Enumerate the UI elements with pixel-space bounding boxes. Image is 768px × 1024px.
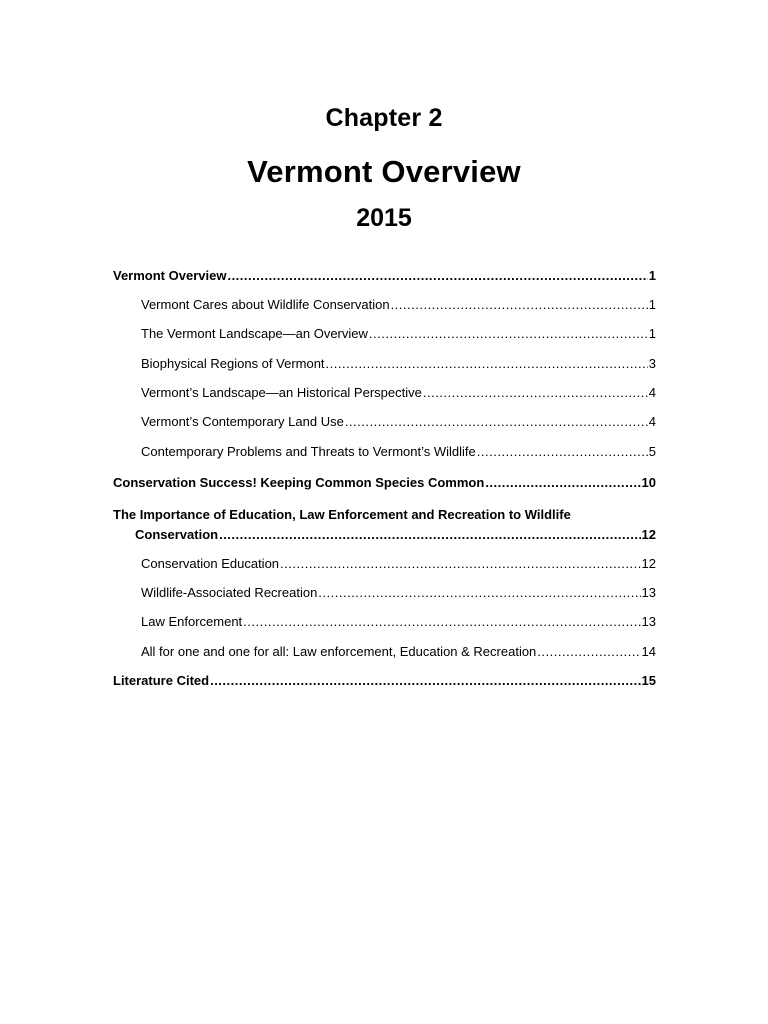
toc-entry-title: Conservation Success! Keeping Common Species Common [113, 475, 485, 490]
toc-page-number: 12 [641, 556, 656, 571]
toc-dot-leader [219, 525, 640, 545]
toc-entry-title: Biophysical Regions of Vermont [141, 356, 325, 371]
toc-entry-title-line1: The Importance of Education, Law Enforcement and Recreation to Wildlife [113, 507, 571, 522]
toc-dot-leader [477, 442, 648, 462]
toc-entry-title-line2: Conservation [135, 527, 219, 542]
toc-entry-title: Law Enforcement [141, 614, 243, 629]
toc-entry-historical-perspective[interactable] [141, 383, 656, 403]
toc-page-number: 14 [641, 644, 656, 659]
toc-dot-leader [326, 354, 648, 374]
table-of-contents [113, 266, 656, 691]
toc-entry-title: All for one and one for all: Law enforcement, Education & Recreation [141, 644, 537, 659]
toc-entry-all-for-one[interactable] [141, 642, 656, 662]
toc-page-number: 1 [648, 297, 656, 312]
toc-page-number: 15 [641, 673, 656, 688]
toc-entry-title: The Vermont Landscape—an Overview [141, 326, 368, 341]
toc-dot-leader [423, 383, 648, 403]
toc-entry-title: Vermont Overview [113, 268, 227, 283]
year-heading: 2015 [356, 204, 412, 232]
toc-entry-title: Conservation Education [141, 556, 280, 571]
toc-page-number: 10 [641, 475, 656, 490]
toc-dot-leader [345, 412, 648, 432]
toc-page-number: 13 [641, 585, 656, 600]
toc-entry-landscape-overview[interactable] [141, 324, 656, 344]
toc-entry-contemporary-land-use[interactable] [141, 412, 656, 432]
toc-entry-title: Vermont Cares about Wildlife Conservation [141, 297, 390, 312]
toc-page-number: 3 [648, 356, 656, 371]
toc-entry-title: Vermont’s Contemporary Land Use [141, 414, 344, 429]
chapter-label: Chapter 2 [325, 104, 443, 132]
toc-entry-title: Contemporary Problems and Threats to Vermont’s Wildlife [141, 444, 476, 459]
toc-dot-leader [280, 554, 641, 574]
toc-page-number: 1 [648, 268, 656, 283]
page-title: Vermont Overview [247, 154, 521, 189]
toc-entry-title: Vermont’s Landscape—an Historical Perspective [141, 385, 422, 400]
toc-entry-wildlife-conservation[interactable] [141, 295, 656, 315]
toc-dot-leader [537, 642, 640, 662]
toc-page-number: 4 [648, 414, 656, 429]
toc-entry-wildlife-recreation[interactable] [141, 583, 656, 603]
toc-entry-problems-threats[interactable] [141, 442, 656, 462]
toc-dot-leader [369, 324, 648, 344]
toc-dot-leader [210, 671, 640, 691]
toc-page-number: 12 [641, 527, 656, 542]
toc-entry-literature-cited[interactable] [113, 671, 656, 691]
toc-entry-education-law-recreation[interactable] [113, 505, 656, 545]
toc-entry-conservation-success[interactable] [113, 473, 656, 493]
toc-page-number: 4 [648, 385, 656, 400]
toc-entry-law-enforcement[interactable] [141, 612, 656, 632]
toc-entry-vermont-overview[interactable] [113, 266, 656, 286]
toc-dot-leader [227, 266, 647, 286]
toc-dot-leader [485, 473, 640, 493]
toc-entry-biophysical-regions[interactable] [141, 354, 656, 374]
toc-dot-leader [243, 612, 640, 632]
toc-page-number: 13 [641, 614, 656, 629]
toc-dot-leader [391, 295, 648, 315]
toc-entry-title: Wildlife-Associated Recreation [141, 585, 318, 600]
toc-page-number: 1 [648, 326, 656, 341]
toc-dot-leader [318, 583, 640, 603]
toc-entry-title: Literature Cited [113, 673, 210, 688]
toc-page-number: 5 [648, 444, 656, 459]
toc-entry-conservation-education[interactable] [141, 554, 656, 574]
